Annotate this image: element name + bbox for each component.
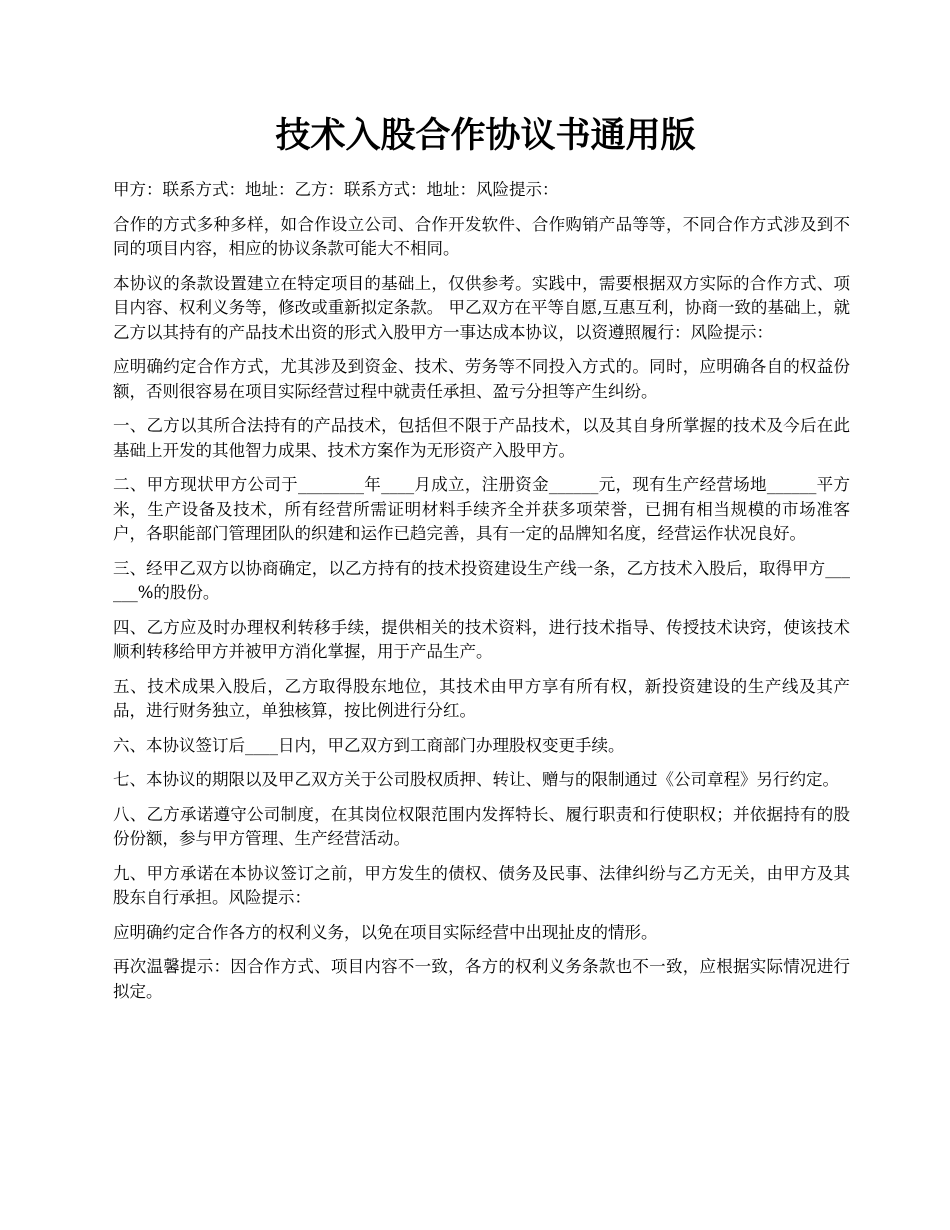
risk-note-paragraph: 合作的方式多种多样，如合作设立公司、合作开发软件、合作购销产品等等，不同合作方式涉及到不同的项目内容，相应的协议条款可能大不相同。 [113,214,850,258]
clause-1: 一、乙方以其所合法持有的产品技术，包括但不限于产品技术，以及其自身所掌握的技术及今后在此基础上开发的其他智力成果、技术方案作为无形资产入股甲方。 [113,416,850,460]
closing-reminder: 再次温馨提示：因合作方式、项目内容不一致，各方的权利义务条款也不一致，应根据实际情况进行拟定。 [113,957,850,1001]
clause-4: 四、乙方应及时办理权利转移手续，提供相关的技术资料，进行技术指导、传授技术诀窍，使该技术顺利转移给甲方并被甲方消化掌握，用于产品生产。 [113,617,850,661]
risk-note-paragraph: 应明确约定合作各方的权利义务，以免在项目实际经营中出现扯皮的情形。 [113,922,658,942]
clause-3: 三、经甲乙双方以协商确定，以乙方持有的技术投资建设生产线一条，乙方技术入股后，取得甲方______%的股份。 [113,558,850,602]
preamble-paragraph: 本协议的条款设置建立在特定项目的基础上，仅供参考。实践中，需要根据双方实际的合作方式、项目内容、权利义务等，修改或重新拟定条款。 甲乙双方在平等自愿,互惠互利，协商一致的基础上，就乙方以其持有的产品技术出资的形式入股甲方一事达成本协议，以资遵照履行：风险提示： [113,273,850,342]
clause-9: 九、甲方承诺在本协议签订之前，甲方发生的债权、债务及民事、法律纠纷与乙方无关，由甲方及其股东自行承担。风险提示： [113,863,850,907]
clause-8: 八、乙方承诺遵守公司制度，在其岗位权限范围内发挥特长、履行职责和行使职权；并依据持有的股份份额，参与甲方管理、生产经营活动。 [113,804,850,848]
parties-line: 甲方：联系方式：地址：乙方：联系方式：地址：风险提示： [113,180,559,199]
risk-note-paragraph: 应明确约定合作方式，尤其涉及到资金、技术、劳务等不同投入方式的。同时，应明确各自的权益份额，否则很容易在项目实际经营过程中就责任承担、盈亏分担等产生纠纷。 [113,357,850,401]
document-title: 技术入股合作协议书通用版 [275,116,696,156]
clause-6: 六、本协议签订后____日内，甲乙双方到工商部门办理股权变更手续。 [113,735,625,755]
clause-2: 二、甲方现状甲方公司于________年____月成立，注册资金______元，现有生产经营场地______平方米，生产设备及技术，所有经营所需证明材料手续齐全并获多项荣誉，已拥有相当规模的市场准客户，各职能部门管理团队的织建和运作已趋完善，具有一定的品牌知名度，经营运作状况良好。 [113,475,850,543]
clause-5: 五、技术成果入股后，乙方取得股东地位，其技术由甲方享有所有权，新投资建设的生产线及其产品，进行财务独立，单独核算，按比例进行分红。 [113,676,850,720]
clause-7: 七、本协议的期限以及甲乙双方关于公司股权质押、转让、赠与的限制通过《公司章程》另行约定。 [113,770,839,789]
